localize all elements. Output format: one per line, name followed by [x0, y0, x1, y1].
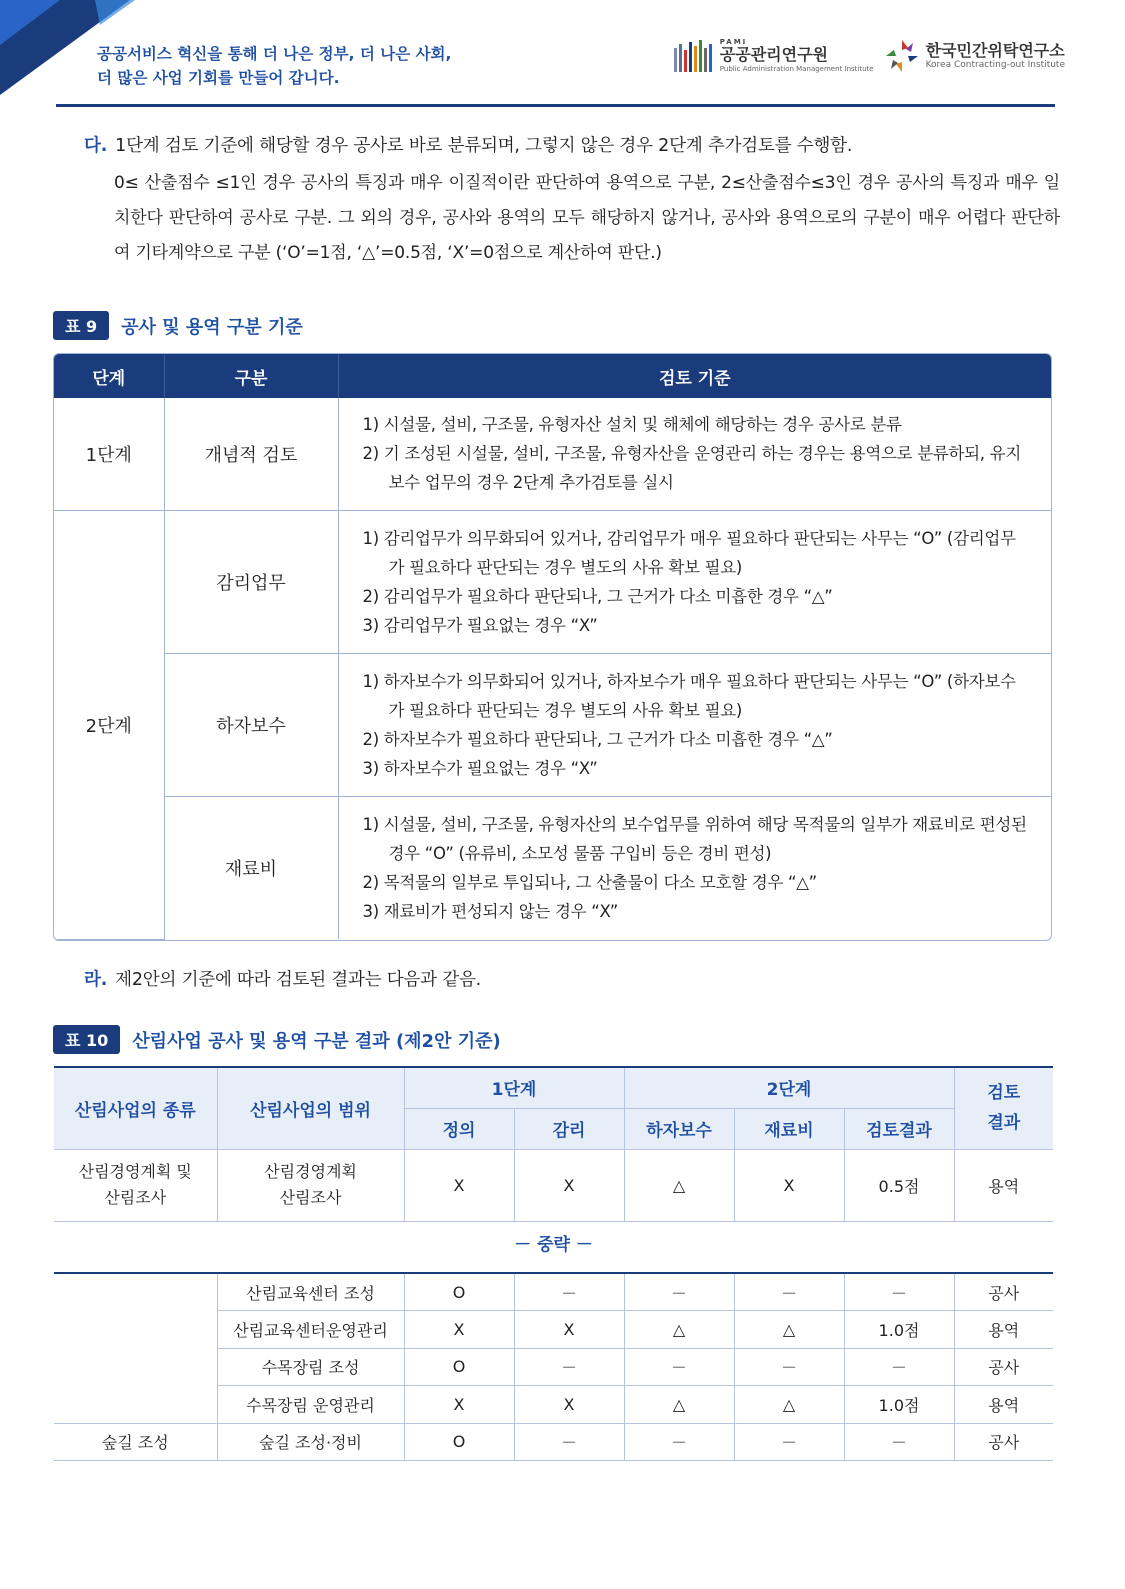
- criteria-line: 3) 감리업무가 필요없는 경우 “X”: [362, 615, 598, 635]
- criteria-line: 1) 시설물, 설비, 구조물, 유형자산 설치 및 해체에 해당하는 경우 공사로 분류: [362, 415, 902, 435]
- section-da-marker: 다.: [84, 136, 108, 156]
- table9-caption: [53, 311, 303, 340]
- category-cell: 하자보수: [164, 653, 338, 796]
- criteria-cell: [338, 796, 1051, 939]
- kci-pinwheel-icon: [884, 38, 920, 74]
- scope-line: 산림조사: [279, 1188, 342, 1207]
- table10: [54, 1066, 1053, 1222]
- pami-name: 공공관리연구원: [719, 45, 828, 64]
- criteria-line: 1) 감리업무가 의무화되어 있거나, 감리업무가 매우 필요하다 판단되는 사무는 “O” (감리업무가 필요하다 판단되는 경우 별도의 사유 확보 필요): [362, 528, 1016, 577]
- table9-row: [54, 398, 1051, 510]
- table-row: [54, 1149, 1053, 1221]
- value-cell: △: [624, 1386, 734, 1424]
- header-result-line1: 검토: [987, 1083, 1021, 1104]
- table9-row: [54, 510, 1051, 653]
- slogan-line-1: 공공서비스 혁신을 통해 더 나은 정부, 더 나은 사회,: [97, 45, 452, 63]
- result-cell: 공사: [954, 1348, 1053, 1386]
- criteria-line: 1) 하자보수가 의무화되어 있거나, 하자보수가 매우 필요하다 판단되는 사무는 “O” (하자보수가 필요하다 판단되는 경우 별도의 사유 확보 필요): [362, 671, 1016, 720]
- value-cell: －: [514, 1423, 624, 1461]
- table-row: [54, 1348, 1053, 1386]
- header-stage2: 2단계: [624, 1067, 954, 1108]
- type-line: 산림경영계획 및: [78, 1162, 192, 1181]
- header-type: 산림사업의 종류: [54, 1067, 217, 1149]
- criteria-line: 2) 하자보수가 필요하다 판단되나, 그 근거가 다소 미흡한 경우 “△”: [362, 729, 833, 749]
- section-da-line1: 1단계 검토 기준에 해당할 경우 공사로 바로 분류되며, 그렇지 않은 경우 2단계 추가검토를 수행함.: [115, 136, 853, 156]
- category-cell: 감리업무: [164, 510, 338, 653]
- score-cell: －: [844, 1423, 954, 1461]
- score-cell: 0.5점: [844, 1149, 954, 1221]
- omitted-marker: － 중략 －: [514, 1235, 593, 1255]
- subheader-review-result: 검토결과: [844, 1108, 954, 1149]
- header-result: [954, 1067, 1053, 1149]
- header-logos: [674, 38, 1065, 74]
- criteria-cell: [338, 653, 1051, 796]
- subheader-defect-repair: 하자보수: [624, 1108, 734, 1149]
- type-line: 산림조사: [104, 1188, 167, 1207]
- table10-badge: 표 10: [53, 1025, 120, 1054]
- header-stage1: 1단계: [404, 1067, 624, 1108]
- value-cell: △: [734, 1311, 844, 1349]
- section-ra: [84, 962, 1064, 998]
- scope-cell: 산림교육센터 조성: [217, 1273, 404, 1311]
- table10-caption: [53, 1025, 501, 1054]
- value-cell: O: [404, 1423, 514, 1461]
- value-cell: X: [514, 1149, 624, 1221]
- value-cell: △: [624, 1149, 734, 1221]
- section-ra-text: 제2안의 기준에 따라 검토된 결과는 다음과 같음.: [115, 970, 482, 990]
- scope-cell: 산림교육센터운영관리: [217, 1311, 404, 1349]
- slogan-line-2: 더 많은 사업 기회를 만들어 갑니다.: [97, 69, 340, 87]
- subheader-material-cost: 재료비: [734, 1108, 844, 1149]
- subheader-definition: 정의: [404, 1108, 514, 1149]
- score-cell: 1.0점: [844, 1386, 954, 1424]
- value-cell: X: [404, 1149, 514, 1221]
- table10-title: 산림사업 공사 및 용역 구분 결과 (제2안 기준): [132, 1030, 501, 1052]
- criteria-line: 2) 감리업무가 필요하다 판단되나, 그 근거가 다소 미흡한 경우 “△”: [362, 586, 833, 606]
- value-cell: △: [734, 1386, 844, 1424]
- table10-continued: [54, 1272, 1053, 1461]
- value-cell: X: [514, 1311, 624, 1349]
- table9-title: 공사 및 용역 구분 기준: [121, 316, 303, 338]
- header-rule: [56, 104, 1055, 107]
- result-cell: 공사: [954, 1273, 1053, 1311]
- criteria-line: 3) 재료비가 편성되지 않는 경우 “X”: [362, 901, 619, 921]
- value-cell: X: [734, 1149, 844, 1221]
- type-cell: [54, 1386, 217, 1424]
- scope-cell: 수목장림 조성: [217, 1348, 404, 1386]
- category-cell: 재료비: [164, 796, 338, 939]
- value-cell: X: [404, 1386, 514, 1424]
- result-cell: 공사: [954, 1423, 1053, 1461]
- pami-sub: Public Administration Management Institute: [719, 65, 874, 73]
- scope-line: 산림경영계획: [264, 1162, 357, 1181]
- table9-header-row: [54, 354, 1051, 398]
- scope-cell: 숲길 조성·정비: [217, 1423, 404, 1461]
- value-cell: －: [734, 1273, 844, 1311]
- value-cell: △: [624, 1311, 734, 1349]
- criteria-cell: [338, 398, 1051, 510]
- criteria-cell: [338, 510, 1051, 653]
- table9-badge: 표 9: [53, 311, 109, 340]
- criteria-line: 3) 하자보수가 필요없는 경우 “X”: [362, 758, 598, 778]
- kci-name: 한국민간위탁연구소: [925, 40, 1065, 60]
- criteria-line: 2) 목적물의 일부로 투입되나, 그 산출물이 다소 모호할 경우 “△”: [362, 872, 817, 892]
- stage-cell: 1단계: [54, 398, 164, 510]
- header-slogan: [97, 42, 451, 90]
- value-cell: －: [514, 1273, 624, 1311]
- criteria-line: 1) 시설물, 설비, 구조물, 유형자산의 보수업무를 위하여 해당 목적물의 일부가 재료비로 편성된 경우 “O” (유류비, 소모성 물품 구입비 등은 경비 편성): [362, 814, 1027, 863]
- section-da-lead: [84, 128, 1064, 164]
- value-cell: －: [624, 1423, 734, 1461]
- result-cell: 용역: [954, 1311, 1053, 1349]
- table9-header-category: 구분: [164, 354, 338, 398]
- type-cell: 숲길 조성: [54, 1423, 217, 1461]
- value-cell: －: [734, 1423, 844, 1461]
- value-cell: －: [734, 1348, 844, 1386]
- section-da-body: 0≤ 산출점수 ≤1인 경우 공사의 특징과 매우 이질적이란 판단하여 용역으로 구분, 2≤산출점수≤3인 경우 공사의 특징과 매우 일치한다 판단하여 공사로 구분. 그 외의 경우, 공사와 용역의 모두 해당하지 않거나, 공사와 용역으로의 구분이 매우 어렵다 판단하여 기타계약으로 구분 (‘O’=1점, ‘△’=0.5점, ‘X’=0점으로 계산하여 판단.): [114, 173, 1060, 263]
- header-scope: 산림사업의 범위: [217, 1067, 404, 1149]
- table9: [53, 353, 1052, 941]
- score-cell: －: [844, 1348, 954, 1386]
- pami-tag: PAMI: [719, 38, 748, 46]
- value-cell: O: [404, 1348, 514, 1386]
- value-cell: －: [624, 1348, 734, 1386]
- kci-sub: Korea Contracting-out Institute: [925, 59, 1065, 70]
- result-cell: 용역: [954, 1149, 1053, 1221]
- header-result-line2: 결과: [987, 1113, 1021, 1134]
- score-cell: 1.0점: [844, 1311, 954, 1349]
- type-cell: [54, 1273, 217, 1311]
- table-row: [54, 1311, 1053, 1349]
- value-cell: X: [404, 1311, 514, 1349]
- table-row: [54, 1273, 1053, 1311]
- table-row: [54, 1423, 1053, 1461]
- value-cell: －: [514, 1348, 624, 1386]
- type-cell: [54, 1348, 217, 1386]
- criteria-line: 2) 기 조성된 시설물, 설비, 구조물, 유형자산을 운영관리 하는 경우는 용역으로 분류하되, 유지보수 업무의 경우 2단계 추가검토를 실시: [362, 444, 1021, 493]
- value-cell: －: [624, 1273, 734, 1311]
- result-cell: 용역: [954, 1386, 1053, 1424]
- table9-row: [54, 796, 1051, 939]
- table9-header-stage: 단계: [54, 354, 164, 398]
- subheader-supervision: 감리: [514, 1108, 624, 1149]
- table9-header-criteria: 검토 기준: [338, 354, 1051, 398]
- table-row: [54, 1386, 1053, 1424]
- section-ra-marker: 라.: [84, 970, 108, 990]
- type-cell: [54, 1149, 217, 1221]
- value-cell: X: [514, 1386, 624, 1424]
- type-cell: [54, 1311, 217, 1349]
- table9-row: [54, 653, 1051, 796]
- pami-logo: [674, 38, 874, 74]
- pami-bars-icon: [674, 40, 714, 72]
- category-cell: 개념적 검토: [164, 398, 338, 510]
- score-cell: －: [844, 1273, 954, 1311]
- value-cell: O: [404, 1273, 514, 1311]
- table10-header-row: [54, 1067, 1053, 1108]
- kci-logo: [884, 38, 1065, 74]
- stage-cell: 2단계: [54, 510, 164, 939]
- scope-cell: 수목장림 운영관리: [217, 1386, 404, 1424]
- scope-cell: [217, 1149, 404, 1221]
